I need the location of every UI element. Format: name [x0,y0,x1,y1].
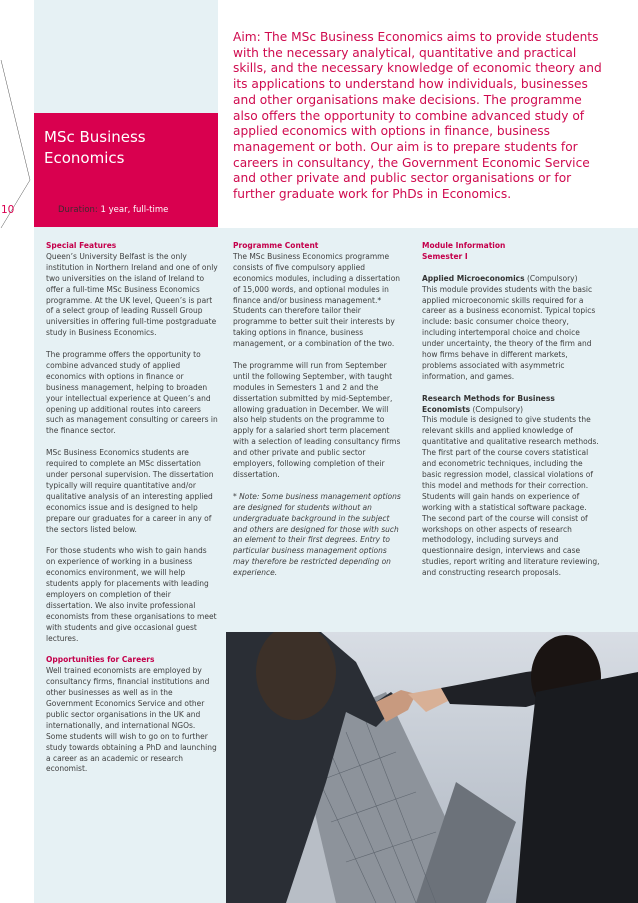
duration-line [58,205,168,215]
module-2-title-line [422,394,600,416]
handshake-illustration [226,632,638,903]
special-features-heading: Special Features [46,241,117,250]
page-number: 10 [1,204,15,216]
module-2-description: This module is designed to give students the relevant skills and applied knowledge of quantitative and qualitative research methods. The first part of the course covers statistical and econometric techniques, including the basic regression model, classical violations of this model and methods for their correction. Students will gain hands on experience of working with a statistical software package. The second part of the course will consist of workshops on other aspects of research methodology, including surveys and questionnaire design, interviews and case studies, report writing and literature reviewing, and constructing research proposals. [422,415,600,578]
programme-note: * Note: Some business management options are designed for students without an undergraduate background in the subject and others are designed for those with such an element to their first degrees. Entry to particular business management options may therefore be restricted depending on experience. [233,491,401,578]
special-features-column [46,241,218,786]
special-features-paragraph-2: The programme offers the opportunity to combine advanced study of applied economics with options in finance or business management, helping to broaden your intellectual experience at Queen’s and opening up additional routes into careers such as management consulting or careers in the finance sector. [46,350,218,436]
module-1-tag: (Compulsory) [524,273,578,283]
programme-content-paragraph-2: The programme will run from September until the following September, with taught modules in Semesters 1 and 2 and the dissertation submitted by mid-September, allowing graduation in December. We will also help students on the programme to apply for a salaried short term placement with a selection of leading consultancy firms and other private and public sector employers, following completion of their dissertation. [233,360,401,480]
page-title-line-2: Economics [44,149,125,167]
aim-statement: Aim: The MSc Business Economics aims to provide students with the necessary analytical, quantitative and practical skills, and the necessary knowledge of economic theory and its applications to understand how individuals, businesses and other organisations make decisions. The programme also offers the opportunity to combine advanced study of applied economics with options in finance, business management or both. Our aim is to prepare students for careers in consultancy, the Government Economic Service and other private and public sector organisations or for further graduate work for PhDs in Economics. [233,30,602,202]
handshake-photo [226,632,638,903]
module-2-tag: (Compulsory) [470,404,524,414]
module-1-title: Applied Microeconomics [422,273,525,283]
special-features-paragraph-3: MSc Business Economics students are required to complete an MSc dissertation under personal supervision. The dissertation typically will require quantitative and/or qualitative analysis of an interesting applied economics issue and is designed to help prepare our graduates for a career in any of the sectors listed below. [46,448,214,534]
module-1-title-line [422,274,600,285]
page-title-line-1: MSc Business [44,128,146,146]
programme-content-heading: Programme Content [233,241,319,250]
module-2-title: Research Methods for Business Economists [422,393,555,414]
programme-content-paragraph-1: The MSc Business Economics programme consists of five compulsory applied economics modules, including a dissertation of 15,000 words, and optional modules in finance and/or business management.* Students can therefore tailor their programme to better suit their interests by taking options in finance, business management, or a combination of the two. [233,251,401,349]
semester-heading: Semester I [422,251,468,261]
duration-value: 1 year, full-time [100,205,169,215]
careers-paragraph: Well trained economists are employed by consultancy firms, financial institutions and other businesses as well as in the Government Economics Service and other public sector organisations in the UK and internationally, and international NGOs. Some students will wish to go on to further study towards obtaining a PhD and launching a career as an academic or research economist. [46,666,217,774]
module-information-heading: Module Information [422,241,506,250]
page-title [44,127,214,169]
module-information-column [422,241,600,590]
title-block [34,113,218,227]
module-1-description: This module provides students with the basic applied microeconomic skills required for a career as a business economist. Typical topics include: basic consumer choice theory, including intertemporal choice and choice under uncertainty, the theory of the firm and how firms behave in different markets, problems associated with asymmetric information, and games. [422,284,596,381]
careers-heading: Opportunities for Careers [46,655,155,665]
special-features-paragraph-1: Queen’s University Belfast is the only institution in Northern Ireland and one of only two universities on the island of Ireland to offer a full-time MSc Business Economics programme. At the UK level, Queen’s is part of a select group of leading Russell Group universities in offering full-time postgraduate study in Business Economics. [46,251,218,338]
special-features-paragraph-4: For those students who wish to gain hands on experience of working in a business economics environment, we will help students apply for placements with leading employers on completion of their dissertation. We also invite professional economists from these organisations to meet with students and give occasional guest lectures. [46,546,217,643]
programme-content-column [233,241,405,590]
duration-label: Duration: [58,205,98,215]
